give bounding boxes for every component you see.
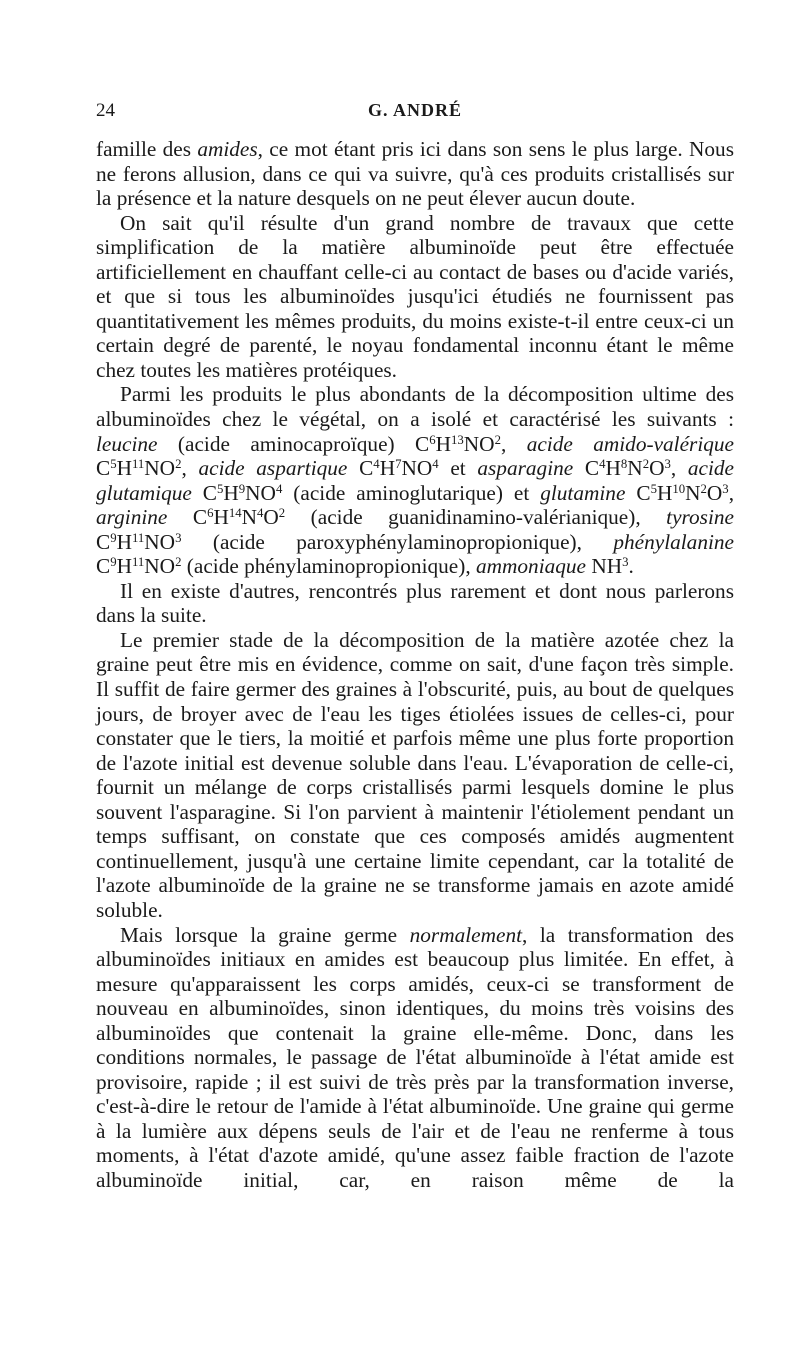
page-header	[96, 100, 734, 128]
body-text	[96, 137, 734, 1193]
compound-acide-glutamique: acide glutamique	[96, 456, 734, 505]
paragraph-3-amino-acid-list: Parmi les produits le plus abondants de la décomposition ultime des albuminoïdes chez le végétal, on a isolé et caractérisé les suivants : leucine (acide aminocaproïque) $C^6H^{13}NO^2$, acide amido-valérique $C^5H^{11}NO^2$, acide aspartique $C^4H^7NO^4$ et asparagine $C^4H^8N^2O^3$, acide glutamique $C^5H^9NO^4$ (acide aminoglutarique) et glutamine $C^5H^{10}N^2O^3$, arginine $C^6H^{14}N^4O^2$ (acide guanidinamino-valérianique), tyrosine $C^9H^{11}NO^3$ (acide paroxyphénylaminopropionique), phénylalanine $C^9H^{11}NO^2$ (acide phénylaminopropionique), ammoniaque $NH^3$.	[96, 382, 735, 579]
page-number: 24	[96, 100, 115, 121]
compound-phenylalanine: phénylalanine	[613, 529, 734, 554]
italic-term: amides	[197, 137, 258, 161]
paragraph-5: Le premier stade de la décomposition de la matière azotée chez la graine peut être mis en évidence, comme on sait, d'une façon très simple. Il suffit de faire germer des graines à l'obscurité, puis, au bout de quelques jours, de broyer avec de l'eau les tiges étiolées issues de celles-ci, pour constater que le tiers, la moitié et parfois même une plus forte proportion de l'azote initial est devenue soluble dans l'eau. L'évaporation de celle-ci, fournit un mélange de corps cristallisés parmi lesquels domine le plus souvent l'asparagine. Si l'on parvient à maintenir l'étiolement pendant un temps suffisant, on constate que ces composés amidés augmentent continuellement, jusqu'à une certaine limite cependant, car la totalité de l'azote albuminoïde de la graine ne se transforme jamais en azote amidé soluble.	[96, 627, 734, 922]
paragraph-6: Mais lorsque la graine germe normalement, la transformation des albuminoïdes initiaux en amides est beaucoup plus limitée. En effet, à mesure qu'apparaissent les corps amidés, ceux-ci se transforment de nouveau en albuminoïdes, sinon identiques, du moins très voisins des albuminoïdes que contenait la graine elle-même. Donc, dans les conditions normales, le passage de l'état albuminoïde à l'état amide est provisoire, rapide ; il est suivi de très près par la transformation inverse, c'est-à-dire le retour de l'amide à l'état albuminoïde. Une graine qui germe à la lumière aux dépens seuls de l'air et de l'eau ne renferme à tous moments, à l'état d'azote amidé, qu'une assez faible fraction de l'azote albuminoïde initial, car, en raison même de la	[96, 922, 735, 1192]
compound-ammoniaque: ammoniaque	[475, 554, 587, 579]
paragraph-2: On sait qu'il résulte d'un grand nombre de travaux que cette simplification de la matière albuminoïde peut être effectuée artificiellement en chauffant celle-ci au contact de bases ou d'acide variés, et que si tous les albuminoïdes jusqu'ici étudiés ne fournissent pas quantitativement les mêmes produits, du moins existe-t-il entre ceux-ci un certain degré de parenté, le noyau fondamental inconnu étant le même chez toutes les matières protéiques.	[96, 210, 734, 382]
paragraph-1: famille des amides, ce mot étant pris ici dans son sens le plus large. Nous ne ferons allusion, dans ce qui va suivre, qu'à ces produits cristallisés sur la présence et la nature desquels on ne peut élever aucun doute.	[96, 137, 734, 211]
compound-acide-amido-valerique: acide amido-valérique	[526, 431, 734, 456]
compound-acide-aspartique: acide aspartique	[198, 456, 348, 481]
compound-leucine: leucine	[96, 431, 158, 456]
compound-arginine: arginine	[96, 505, 168, 530]
running-head-author: G. ANDRÉ	[367, 100, 462, 120]
paragraph-4: Il en existe d'autres, rencontrés plus rarement et dont nous parlerons dans la suite.	[96, 578, 734, 628]
compound-glutamine: glutamine	[540, 480, 626, 505]
compound-asparagine: asparagine	[477, 456, 574, 481]
compound-tyrosine: tyrosine	[666, 505, 734, 530]
italic-term: normalement	[409, 922, 523, 947]
